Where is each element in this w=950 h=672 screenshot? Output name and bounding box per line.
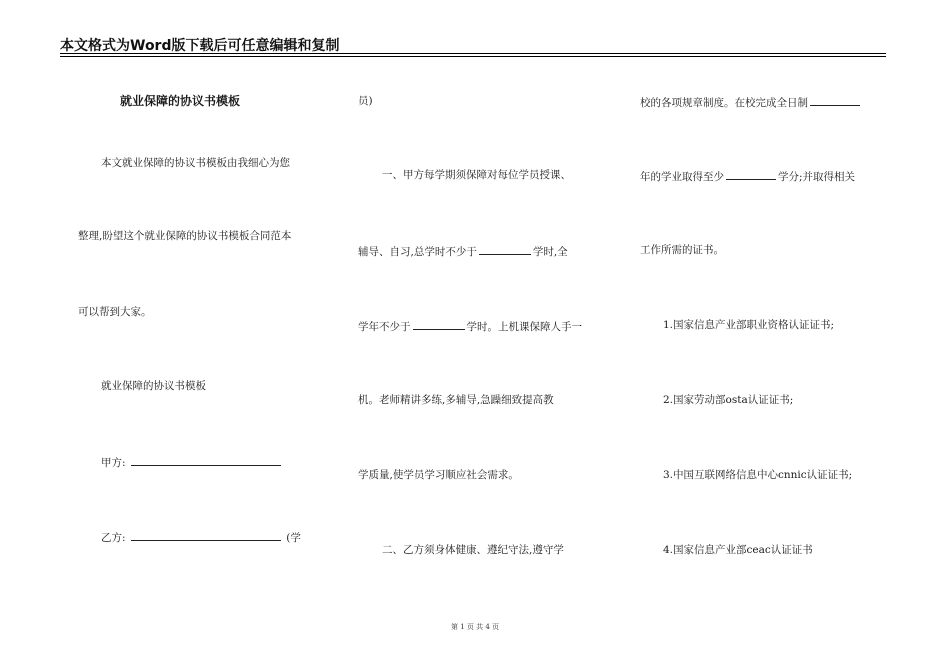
party-b-line [101, 529, 301, 545]
col2-line-6: 学质量,使学员学习顺应社会需求。 [358, 469, 519, 481]
intro-line-3: 可以帮到大家。 [78, 306, 152, 318]
fulltime-years-blank [810, 94, 860, 106]
year-hours-blank [413, 318, 465, 330]
col2-line-3 [358, 243, 568, 259]
header-rule-secondary [60, 56, 886, 57]
col3-line-2-a: 年的学业取得至少 [640, 171, 724, 183]
col2-line-5: 机。老师精讲多练,多辅导,急躁细致提高教 [358, 394, 554, 406]
header-rule [60, 53, 886, 54]
col2-line-4 [358, 318, 582, 334]
party-a-line [101, 454, 283, 470]
col3-line-2 [640, 168, 855, 184]
col3-line-1-text: 校的各项规章制度。在校完成全日制 [640, 97, 808, 109]
intro-line-2: 整理,盼望这个就业保障的协议书模板合同范本 [78, 230, 292, 242]
party-a-label: 甲方: [101, 457, 126, 469]
col2-line-3-a: 辅导、自习,总学时不少于 [358, 246, 477, 258]
certificate-item-4: 4.国家信息产业部ceac认证证书 [663, 544, 813, 556]
party-b-label: 乙方: [101, 532, 126, 544]
party-b-blank [131, 529, 281, 541]
party-a-blank [131, 454, 281, 466]
col3-line-1 [640, 94, 862, 110]
col3-line-3: 工作所需的证书。 [640, 244, 724, 256]
col2-line-2: 一、甲方每学期须保障对每位学员授课、 [382, 169, 571, 181]
document-banner: 本文格式为Word版下载后可任意编辑和复制 [60, 38, 340, 54]
section-subtitle: 就业保障的协议书模板 [101, 380, 206, 392]
party-b-suffix: (学 [286, 532, 301, 544]
document-title: 就业保障的协议书模板 [120, 94, 241, 108]
certificate-item-2: 2.国家劳动部osta认证证书; [663, 394, 794, 406]
col2-line-7: 二、乙方须身体健康、遵纪守法,遵守学 [382, 544, 564, 556]
intro-line-1: 本文就业保障的协议书模板由我细心为您 [101, 157, 290, 169]
page-number: 第 1 页 共 4 页 [450, 623, 500, 631]
certificate-item-1: 1.国家信息产业部职业资格认证证书; [663, 319, 835, 331]
credits-blank [726, 168, 776, 180]
certificate-item-3: 3.中国互联网络信息中心cnnic认证证书; [663, 469, 853, 481]
col2-line-4-a: 学年不少于 [358, 321, 411, 333]
col2-line-3-b: 学时,全 [532, 246, 568, 258]
col2-line-1: 员) [358, 95, 373, 107]
total-hours-blank [479, 243, 531, 255]
col3-line-2-b: 学分;并取得相关 [778, 171, 856, 183]
col2-line-4-b: 学时。上机课保障人手一 [466, 321, 582, 333]
